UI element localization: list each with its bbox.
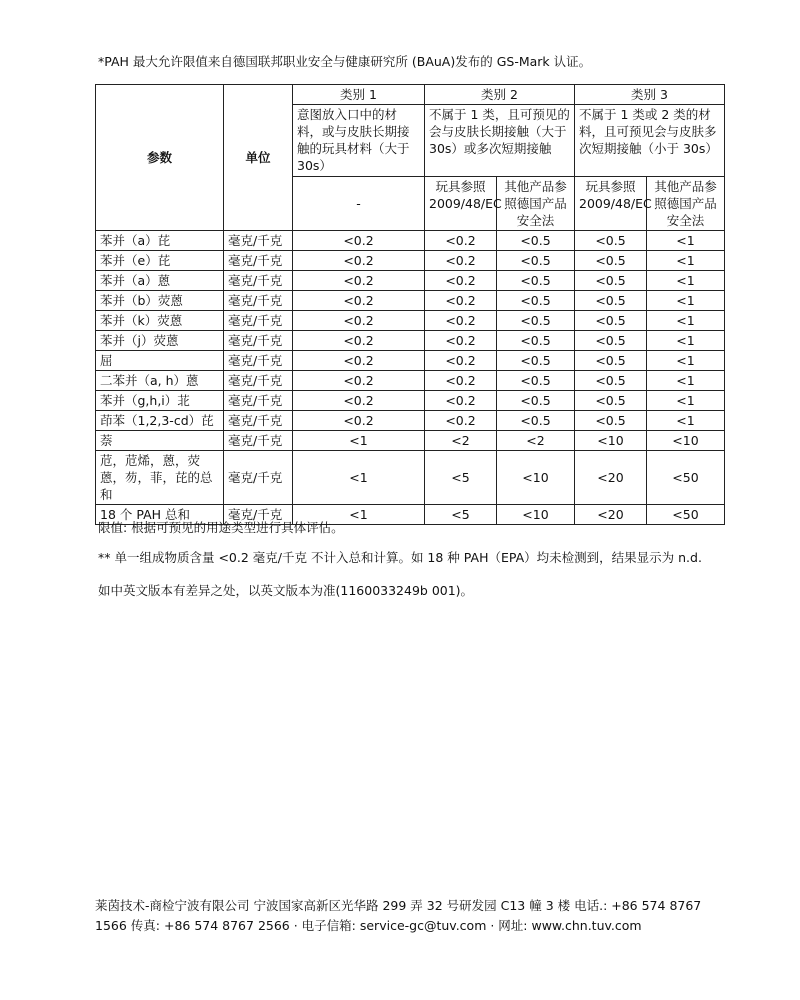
category-3-desc: 不属于 1 类或 2 类的材料，且可预见会与皮肤多次短期接触（小于 30s） <box>575 105 725 177</box>
value-cell: <2 <box>425 431 497 451</box>
value-cell: <0.5 <box>575 371 647 391</box>
unit-cell: 毫克/千克 <box>224 311 293 331</box>
value-cell: <0.5 <box>497 271 575 291</box>
value-cell: <0.2 <box>293 331 425 351</box>
value-cell: <1 <box>647 311 725 331</box>
value-cell: <0.2 <box>425 371 497 391</box>
value-cell: <1 <box>647 271 725 291</box>
value-cell: <0.5 <box>497 391 575 411</box>
value-cell: <0.2 <box>425 251 497 271</box>
category-3-sub-toy: 玩具参照 2009/48/EC <box>575 177 647 231</box>
category-1-desc: 意图放入口中的材料，或与皮肤长期接触的玩具材料（大于 30s） <box>293 105 425 177</box>
unit-cell: 毫克/千克 <box>224 231 293 251</box>
param-cell: 苊，苊烯，蒽，荧蒽，芴，菲，芘的总和 <box>96 451 224 505</box>
param-cell: 苯并（g,h,i）苝 <box>96 391 224 411</box>
param-cell: 屈 <box>96 351 224 371</box>
limit-note: 限值: 根据可预见的用途类型进行具体评估。 <box>98 520 344 535</box>
unit-cell: 毫克/千克 <box>224 371 293 391</box>
param-cell: 苯并（j）荧蒽 <box>96 331 224 351</box>
value-cell: <5 <box>425 505 497 525</box>
footer <box>95 896 735 936</box>
table-row <box>96 351 725 371</box>
value-cell: <1 <box>647 371 725 391</box>
value-cell: <0.5 <box>575 351 647 371</box>
value-cell: <0.5 <box>497 311 575 331</box>
value-cell: <1 <box>647 391 725 411</box>
value-cell: <1 <box>647 291 725 311</box>
value-cell: <5 <box>425 451 497 505</box>
value-cell: <0.5 <box>575 311 647 331</box>
unit-cell: 毫克/千克 <box>224 331 293 351</box>
value-cell: <0.5 <box>575 251 647 271</box>
value-cell: <1 <box>647 231 725 251</box>
value-cell: <20 <box>575 451 647 505</box>
value-cell: <0.2 <box>293 271 425 291</box>
table-row <box>96 311 725 331</box>
value-cell: <0.5 <box>497 351 575 371</box>
value-cell: <0.2 <box>293 371 425 391</box>
value-cell: <50 <box>647 451 725 505</box>
category-2-label: 类别 2 <box>425 85 575 105</box>
value-cell: <0.5 <box>497 291 575 311</box>
value-cell: <10 <box>497 505 575 525</box>
value-cell: <0.2 <box>293 391 425 411</box>
category-2-desc: 不属于 1 类，且可预见的会与皮肤长期接触（大于 30s）或多次短期接触 <box>425 105 575 177</box>
value-cell: <0.2 <box>293 291 425 311</box>
value-cell: <0.2 <box>425 411 497 431</box>
value-cell: <0.5 <box>575 271 647 291</box>
category-2-sub-toy: 玩具参照 2009/48/EC <box>425 177 497 231</box>
top-note: *PAH 最大允许限值来自德国联邦职业安全与健康研究所 (BAuA)发布的 GS-Mark 认证。 <box>98 54 592 69</box>
value-cell: <0.2 <box>425 271 497 291</box>
value-cell: <0.2 <box>293 251 425 271</box>
category-1-label: 类别 1 <box>293 85 425 105</box>
table-row <box>96 391 725 411</box>
value-cell: <1 <box>647 331 725 351</box>
value-cell: <10 <box>647 431 725 451</box>
param-cell: 苯并（k）荧蒽 <box>96 311 224 331</box>
value-cell: <10 <box>497 451 575 505</box>
value-cell: <0.2 <box>293 231 425 251</box>
unit-cell: 毫克/千克 <box>224 391 293 411</box>
category-1-sub: - <box>293 177 425 231</box>
value-cell: <0.5 <box>497 251 575 271</box>
value-cell: <0.5 <box>497 331 575 351</box>
table-row <box>96 331 725 351</box>
value-cell: <2 <box>497 431 575 451</box>
header-row-categories <box>96 85 725 105</box>
value-cell: <0.2 <box>293 311 425 331</box>
value-cell: <0.2 <box>425 291 497 311</box>
unit-cell: 毫克/千克 <box>224 505 293 525</box>
value-cell: <0.2 <box>293 351 425 371</box>
table-row <box>96 271 725 291</box>
table-row <box>96 291 725 311</box>
value-cell: <0.2 <box>425 331 497 351</box>
value-cell: <10 <box>575 431 647 451</box>
param-header: 参数 <box>96 85 224 231</box>
value-cell: <1 <box>647 251 725 271</box>
value-cell: <0.5 <box>575 391 647 411</box>
value-cell: <0.2 <box>425 351 497 371</box>
unit-cell: 毫克/千克 <box>224 351 293 371</box>
param-cell: 二苯并（a, h）蒽 <box>96 371 224 391</box>
param-cell: 18 个 PAH 总和 <box>96 505 224 525</box>
table-row <box>96 411 725 431</box>
value-cell: <1 <box>647 351 725 371</box>
value-cell: <50 <box>647 505 725 525</box>
footer-line-1: 莱茵技术-商检宁波有限公司 宁波国家高新区光华路 299 弄 32 号研发园 C13 幢 3 楼 电话.: +86 574 8767 <box>95 898 702 913</box>
table-row <box>96 371 725 391</box>
value-cell: <0.5 <box>575 231 647 251</box>
category-3-label: 类别 3 <box>575 85 725 105</box>
value-cell: <0.5 <box>497 371 575 391</box>
value-cell: <0.5 <box>497 231 575 251</box>
unit-cell: 毫克/千克 <box>224 251 293 271</box>
param-cell: 茚苯（1,2,3-cd）芘 <box>96 411 224 431</box>
category-3-sub-other: 其他产品参照德国产品安全法 <box>647 177 725 231</box>
unit-cell: 毫克/千克 <box>224 451 293 505</box>
param-cell: 萘 <box>96 431 224 451</box>
value-cell: <0.2 <box>425 311 497 331</box>
value-cell: <0.2 <box>425 391 497 411</box>
value-cell: <0.5 <box>575 331 647 351</box>
table-row <box>96 431 725 451</box>
value-cell: <1 <box>647 411 725 431</box>
unit-cell: 毫克/千克 <box>224 431 293 451</box>
unit-cell: 毫克/千克 <box>224 411 293 431</box>
unit-cell: 毫克/千克 <box>224 271 293 291</box>
value-cell: <1 <box>293 451 425 505</box>
value-cell: <0.2 <box>425 231 497 251</box>
unit-cell: 毫克/千克 <box>224 291 293 311</box>
value-cell: <1 <box>293 505 425 525</box>
footer-line-2: 1566 传真: +86 574 8767 2566 · 电子信箱: service-gc@tuv.com · 网址: www.chn.tuv.com <box>95 918 642 933</box>
table-row <box>96 451 725 505</box>
double-star-note: ** 单一组成物质含量 <0.2 毫克/千克 不计入总和计算。如 18 种 PAH（EPA）均未检测到，结果显示为 n.d. <box>98 550 702 565</box>
unit-header: 单位 <box>224 85 293 231</box>
param-cell: 苯并（e）芘 <box>96 251 224 271</box>
value-cell: <20 <box>575 505 647 525</box>
version-note: 如中英文版本有差异之处，以英文版本为准(1160033249b 001)。 <box>98 583 474 598</box>
value-cell: <0.5 <box>575 291 647 311</box>
param-cell: 苯并（a）芘 <box>96 231 224 251</box>
table-row <box>96 251 725 271</box>
pah-limits-table <box>95 84 725 525</box>
value-cell: <0.5 <box>575 411 647 431</box>
category-2-sub-other: 其他产品参照德国产品安全法 <box>497 177 575 231</box>
value-cell: <1 <box>293 431 425 451</box>
table-row <box>96 231 725 251</box>
param-cell: 苯并（a）蒽 <box>96 271 224 291</box>
value-cell: <0.5 <box>497 411 575 431</box>
value-cell: <0.2 <box>293 411 425 431</box>
param-cell: 苯并（b）荧蒽 <box>96 291 224 311</box>
